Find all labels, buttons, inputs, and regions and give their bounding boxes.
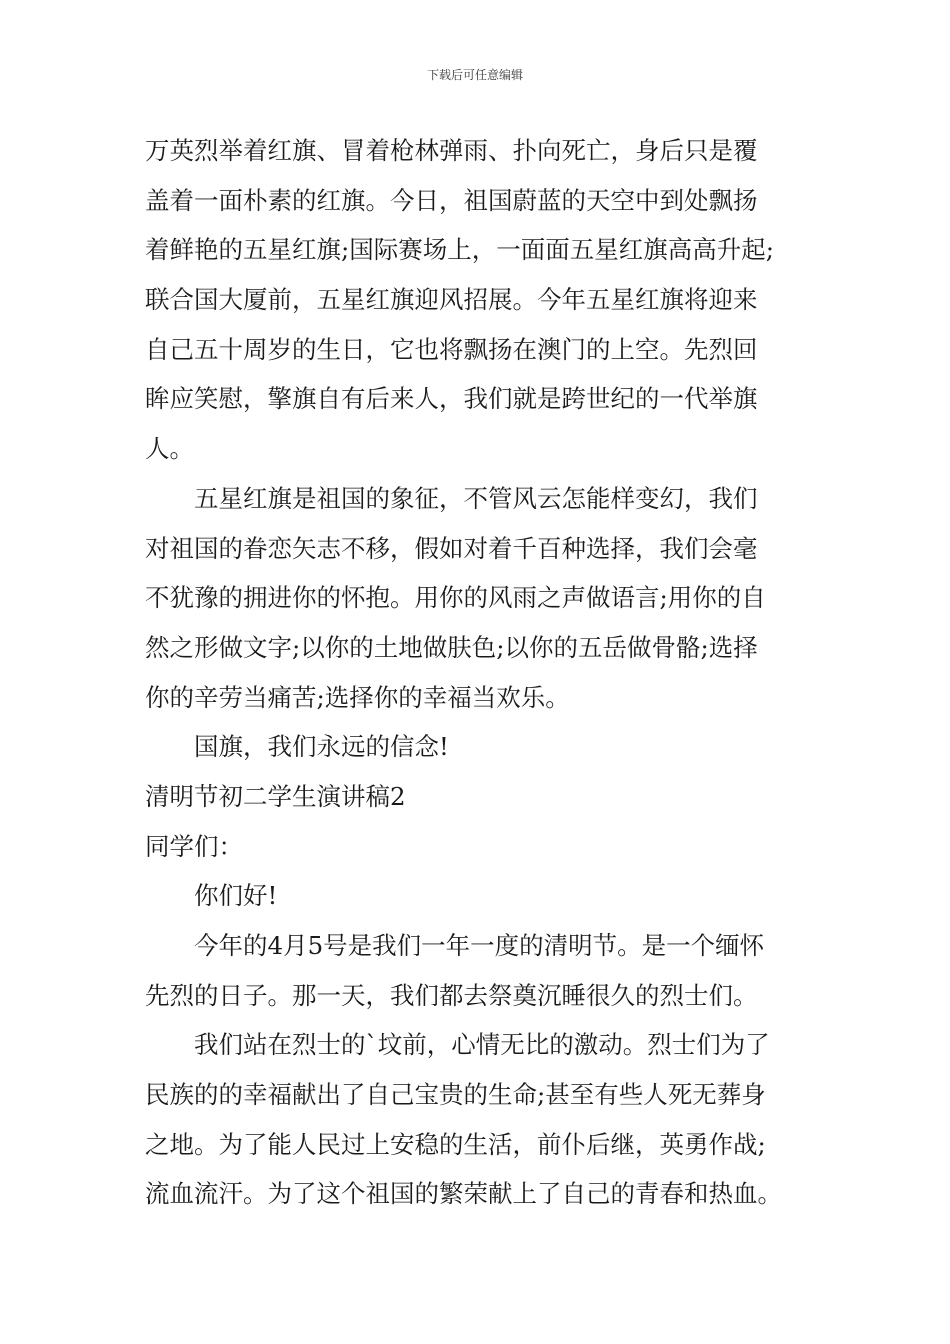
text-line: 着鲜艳的五星红旗;国际赛场上，一面面五星红旗高高升起; [145,235,775,265]
text-line: 先烈的日子。那一天，我们都去祭奠沉睡很久的烈士们。 [145,980,758,1010]
text-line: 对祖国的眷恋矢志不移，假如对着千百种选择，我们会毫 [145,533,758,563]
paragraph-first-line: 今年的4月5号是我们一年一度的清明节。是一个缅怀 [194,931,765,960]
salutation: 同学们： [145,831,243,861]
paragraph-first-line: 五星红旗是祖国的象征，不管风云怎能样变幻，我们 [194,483,758,513]
greeting: 你们好! [194,881,278,911]
text-line: 之地。为了能人民过上安稳的生活，前仆后继，英勇作战; [145,1129,766,1159]
text-line: 不犹豫的拥进你的怀抱。用你的风雨之声做语言;用你的自 [145,583,766,613]
text-line: 联合国大厦前，五星红旗迎风招展。今年五星红旗将迎来 [145,285,758,315]
text-line: 民族的的幸福献出了自己宝贵的生命;甚至有些人死无葬身 [145,1080,766,1110]
text-line: 然之形做文字;以你的土地做肤色;以你的五岳做骨骼;选择 [145,632,758,662]
text-line: 你的辛劳当痛苦;选择你的幸福当欢乐。 [145,682,570,712]
text-line: 万英烈举着红旗、冒着枪林弹雨、扑向死亡，身后只是覆 [145,136,758,165]
section-title: 清明节初二学生演讲稿2 [145,781,406,811]
document-body [145,126,825,1219]
text-line: 自己五十周岁的生日，它也将飘扬在澳门的上空。先烈回 [145,334,758,364]
text-line: 人。 [145,434,194,464]
text-line: 眸应笑慰，擎旗自有后来人，我们就是跨世纪的一代举旗 [145,384,758,414]
text-line: 流血流汗。为了这个祖国的繁荣献上了自己的青春和热血。 [145,1179,782,1209]
paragraph-first-line: 我们站在烈士的`坟前，心情无比的激动。烈士们为了 [194,1030,770,1060]
paragraph-first-line: 国旗，我们永远的信念! [194,732,449,762]
text-line: 盖着一面朴素的红旗。今日，祖国蔚蓝的天空中到处飘扬 [145,185,758,215]
page-header: 下载后可任意编辑 [426,68,523,82]
